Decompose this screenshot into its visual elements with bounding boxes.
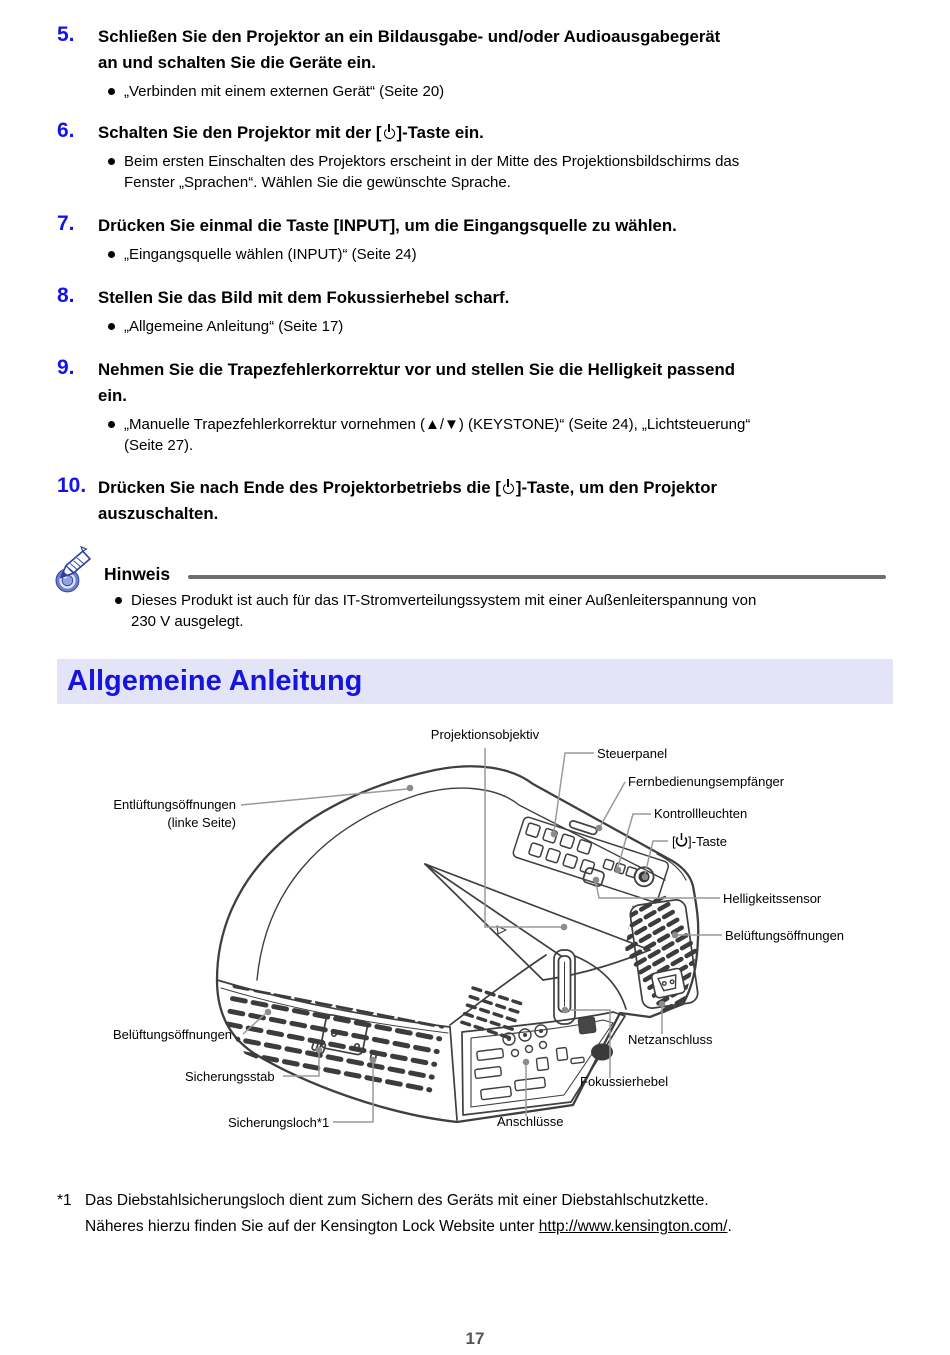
note-line: Dieses Produkt ist auch für das IT-Stromverteilungssystem mit einer Außenleiterspannung von	[131, 592, 757, 609]
step-number: 7.	[57, 212, 75, 235]
list-item	[98, 316, 897, 337]
bullet-text: „Eingangsquelle wählen (INPUT)“ (Seite 24)	[124, 246, 417, 263]
heading-line: Schließen Sie den Projektor an ein Bildausgabe- und/oder Audioausgabegerät	[98, 27, 721, 46]
label-fokussierhebel: Fokussierhebel	[580, 1074, 669, 1089]
list-item	[98, 244, 897, 265]
heading-line: an und schalten Sie die Geräte ein.	[98, 53, 376, 72]
bullet-icon	[108, 158, 115, 165]
control-panel	[512, 816, 670, 903]
bullet-line: Beim ersten Einschalten des Projektors erscheint in der Mitte des Projektionsbildschirms das	[124, 153, 740, 170]
label-power-open: [	[672, 834, 676, 849]
bullet-icon	[108, 421, 115, 428]
heading-text: ]-Taste, um den Projektor	[515, 478, 717, 497]
footnote	[57, 1188, 897, 1240]
bullet-text: „Verbinden mit einem externen Gerät“ (Seite 20)	[124, 83, 445, 100]
step-heading	[98, 24, 897, 76]
bullet-line: (Seite 27).	[124, 437, 194, 454]
footnote-marker: *1	[57, 1192, 72, 1209]
step-number: 10.	[57, 474, 87, 497]
page-number: 17	[465, 1329, 485, 1348]
power-icon	[384, 128, 395, 139]
label-belueftung-links: Belüftungsöffnungen	[113, 1027, 233, 1042]
note-title: Hinweis	[104, 564, 171, 584]
note-text	[131, 590, 756, 632]
list-item	[98, 81, 897, 102]
projector-body	[217, 766, 699, 1122]
projector-diagram	[105, 722, 895, 1160]
power-icon	[677, 833, 687, 846]
label-kontrollleuchten: Kontrollleuchten	[654, 806, 748, 821]
left-vents	[223, 935, 452, 1090]
heading-text: ]-Taste ein.	[396, 123, 484, 142]
note-divider	[188, 575, 886, 579]
footnote-line: Näheres hierzu finden Sie auf der Kensington Lock Website unter	[85, 1218, 539, 1235]
step-7	[57, 213, 897, 265]
heading-text: Schalten Sie den Projektor mit der [	[98, 123, 382, 142]
section-title: Allgemeine Anleitung	[67, 665, 363, 697]
section-header	[57, 659, 893, 704]
heading-text: Drücken Sie nach Ende des Projektorbetriebs die [	[98, 478, 501, 497]
heading-line: ein.	[98, 386, 127, 405]
step-heading	[98, 475, 897, 527]
step-heading: Stellen Sie das Bild mit dem Fokussierhebel scharf.	[98, 288, 510, 307]
label-helligkeitssensor: Helligkeitssensor	[723, 891, 822, 906]
step-number: 9.	[57, 356, 75, 379]
bullet-icon	[108, 251, 115, 258]
bullet-icon	[115, 597, 122, 604]
label-entlueftung-1: Entlüftungsöffnungen	[113, 797, 236, 812]
step-heading	[98, 120, 897, 146]
step-number: 8.	[57, 284, 75, 307]
label-netzanschluss: Netzanschluss	[628, 1032, 713, 1047]
bullet-line: Fenster „Sprachen“. Wählen Sie die gewünschte Sprache.	[124, 174, 511, 191]
heading-text: auszuschalten.	[98, 504, 219, 523]
leader-dots	[265, 785, 679, 1066]
bullet-line: „Manuelle Trapezfehlerkorrektur vornehmen (▲/▼) (KEYSTONE)“ (Seite 24), „Lichtsteuerung“	[124, 416, 751, 433]
kensington-link[interactable]: http://www.kensington.com/	[538, 1218, 728, 1235]
bullet-text: „Allgemeine Anleitung“ (Seite 17)	[124, 318, 344, 335]
list-item	[98, 151, 897, 193]
step-number: 5.	[57, 23, 75, 46]
footnote-line: Das Diebstahlsicherungsloch dient zum Sichern des Geräts mit einer Diebstahlschutzkette.	[85, 1192, 709, 1209]
step-heading	[98, 357, 897, 409]
label-sicherungsstab: Sicherungsstab	[185, 1069, 275, 1084]
bullet-icon	[108, 323, 115, 330]
label-steuerpanel: Steuerpanel	[597, 746, 668, 761]
bullet-icon	[108, 88, 115, 95]
step-8	[57, 285, 897, 337]
label-power-rest: ]-Taste	[688, 834, 728, 849]
note-item	[105, 590, 895, 632]
label-fernbedienungsempfaenger: Fernbedienungsempfänger	[628, 774, 785, 789]
step-10	[57, 475, 897, 527]
label-anschluesse: Anschlüsse	[497, 1114, 564, 1129]
footnote-line: .	[727, 1218, 732, 1235]
label-belueftung-rechts: Belüftungsöffnungen	[725, 928, 845, 943]
heading-line: Nehmen Sie die Trapezfehlerkorrektur vor und stellen Sie die Helligkeit passend	[98, 360, 735, 379]
list-item	[98, 414, 897, 456]
note-pencil-icon	[55, 545, 101, 593]
bullet-text	[124, 414, 750, 456]
label-entlueftung-2: (linke Seite)	[167, 815, 236, 830]
step-6	[57, 120, 897, 193]
power-icon	[503, 483, 514, 494]
step-number: 6.	[57, 119, 75, 142]
step-5	[57, 24, 897, 102]
step-heading: Drücken Sie einmal die Taste [INPUT], um die Eingangsquelle zu wählen.	[98, 216, 677, 235]
step-9	[57, 357, 897, 456]
footnote-text	[85, 1188, 732, 1240]
note-line: 230 V ausgelegt.	[131, 613, 244, 630]
label-projektionsobjektiv: Projektionsobjektiv	[430, 727, 540, 742]
label-sicherungsloch: Sicherungsloch*1	[228, 1115, 330, 1130]
bullet-text	[124, 151, 739, 193]
